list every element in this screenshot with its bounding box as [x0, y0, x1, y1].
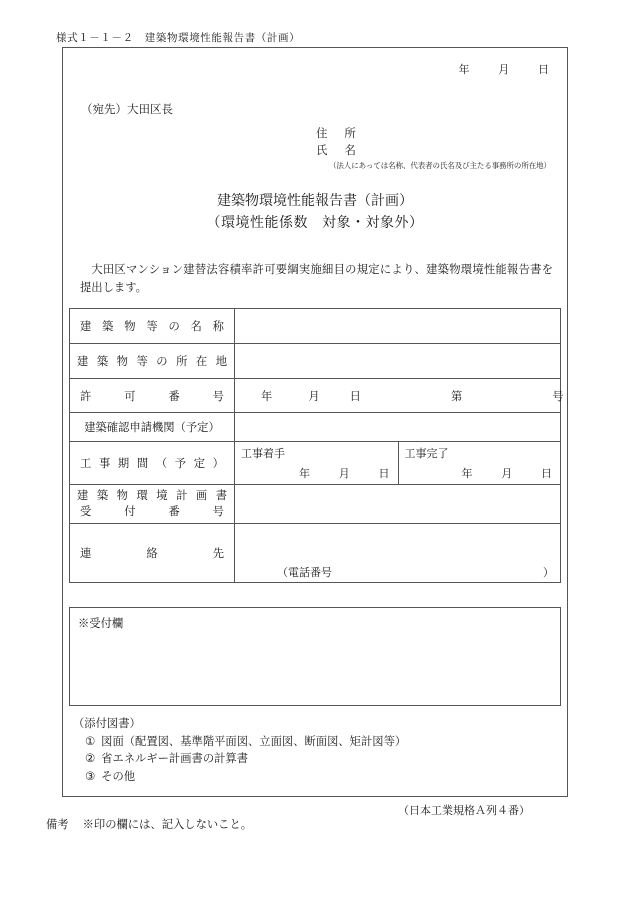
- field-confirmation-agency[interactable]: [235, 413, 561, 442]
- table-row-plan-receipt-number: [70, 485, 561, 524]
- label-construction-period: [70, 442, 235, 485]
- construction-period-split: [235, 442, 560, 484]
- label-building-address-chars: 建 築 物 等 の 所 在 地: [77, 356, 227, 368]
- label-contact-chars: 連 絡 先: [80, 548, 224, 560]
- table-row-building-name: [70, 309, 561, 344]
- remark-label: 備考: [46, 819, 69, 831]
- construction-end-month: 月: [501, 468, 513, 480]
- contact-telephone-open: （電話番号: [277, 567, 332, 579]
- table-row-construction-period: [70, 442, 561, 485]
- label-construction-period-chars: 工 事 期 間 （ 予 定 ）: [80, 458, 224, 470]
- label-permit-number: [70, 379, 235, 413]
- construction-start-cell[interactable]: [235, 442, 398, 484]
- construction-start-month: 月: [338, 468, 350, 480]
- remark-text: ※印の欄には、記入しないこと。: [82, 819, 253, 831]
- field-contact[interactable]: [235, 524, 561, 583]
- permit-year-label: 年: [261, 390, 273, 403]
- contact-telephone-line: [277, 564, 554, 580]
- jis-paper-size-note: （日本工業規格Ａ列４番）: [398, 805, 530, 817]
- date-year-label: 年: [458, 64, 470, 76]
- attachment-item-3: [73, 769, 406, 787]
- contact-telephone-close: ）: [543, 567, 554, 579]
- label-permit-number-chars: 許 可 番 号: [80, 390, 224, 403]
- applicant-name-label-2: 名: [344, 144, 356, 157]
- attachment-item-2: [73, 751, 406, 769]
- attachment-item-3-text: その他: [101, 770, 136, 783]
- applicant-address-row: [316, 126, 551, 143]
- attachment-item-1: [73, 734, 406, 752]
- construction-start-date: [299, 465, 390, 481]
- table-row-building-address: [70, 344, 561, 379]
- applicant-address-label-2: 所: [344, 128, 356, 140]
- applicant-name-row: [316, 143, 551, 160]
- document-title-line-2: [63, 213, 567, 235]
- table-row-confirmation-agency: [70, 413, 561, 442]
- field-building-name[interactable]: [235, 309, 561, 344]
- document-title: [63, 191, 567, 234]
- submission-date-line: [459, 61, 550, 77]
- date-month-label: 月: [498, 64, 510, 76]
- label-building-name: [70, 309, 235, 344]
- document-title-line-2b: 対象・対象外）: [322, 215, 424, 231]
- table-row-permit-number: [70, 379, 561, 413]
- attachment-item-2-number: ②: [85, 753, 96, 765]
- field-permit-number[interactable]: [235, 379, 564, 413]
- label-plan-receipt-line-1: 建 築 物 環 境 計 画 書: [77, 489, 227, 502]
- attachments-heading: （添付図書）: [73, 718, 141, 730]
- label-confirmation-agency-text: 建築確認申請機関（予定）: [84, 422, 220, 434]
- reception-box-label: ※受付欄: [78, 618, 124, 630]
- document-frame: [62, 47, 568, 797]
- attachment-item-2-text: 省エネルギー計画書の計算書: [101, 753, 249, 765]
- attachment-item-1-number: ①: [85, 735, 96, 748]
- permit-month-label: 月: [308, 390, 320, 403]
- intro-text: 大田区マンション建替法容積率許可要綱実施細目の規定により、建築物環境性能報告書を提出します。: [80, 264, 553, 295]
- label-plan-receipt-number-lines: [76, 488, 228, 521]
- date-day-label: 日: [538, 64, 549, 76]
- applicant-block: [316, 126, 551, 171]
- construction-end-day: 日: [541, 468, 552, 480]
- construction-start-day: 日: [378, 468, 390, 480]
- label-confirmation-agency: [70, 413, 235, 442]
- applicant-address-label-1: 住: [316, 128, 328, 140]
- permit-number-prefix: 第: [450, 390, 463, 403]
- permit-number-suffix: 号: [552, 390, 564, 403]
- field-building-address[interactable]: [235, 344, 561, 379]
- attachment-item-1-text: 図面（配置図、基準階平面図、立面図、断面図、矩計図等）: [101, 735, 407, 748]
- construction-end-date: [462, 465, 553, 481]
- construction-end-year: 年: [461, 468, 473, 480]
- document-title-line-2a: （環境性能係数: [206, 215, 308, 231]
- label-building-name-chars: 建 築 物 等 の 名 称: [80, 321, 224, 333]
- construction-start-title: 工事着手: [241, 448, 285, 460]
- attachments-list: [73, 716, 406, 786]
- label-plan-receipt-number: [70, 485, 235, 524]
- remark-footer: [46, 816, 252, 832]
- reception-box: [69, 607, 561, 706]
- addressee: （宛先）大田区長: [81, 104, 173, 116]
- label-building-address: [70, 344, 235, 379]
- construction-end-title: 工事完了: [404, 448, 449, 460]
- table-row-contact: [70, 524, 561, 583]
- field-construction-period: [235, 442, 561, 485]
- construction-start-year: 年: [299, 468, 310, 480]
- label-plan-receipt-line-2: 受 付 番 号: [80, 506, 224, 518]
- intro-paragraph: [80, 261, 553, 297]
- form-number: 様式１－１－２ 建築物環境性能報告書（計画）: [56, 33, 301, 44]
- applicant-note: （法人にあっては名称、代表者の氏名及び主たる事務所の所在地）: [329, 161, 551, 171]
- application-table: [69, 308, 564, 583]
- document-title-line-1: 建築物環境性能報告書（計画）: [217, 194, 413, 209]
- applicant-name-label-1: 氏: [316, 144, 328, 157]
- permit-day-label: 日: [349, 390, 361, 403]
- field-plan-receipt-number[interactable]: [235, 485, 561, 524]
- attachment-item-3-number: ③: [85, 770, 96, 783]
- construction-end-cell[interactable]: [398, 442, 561, 484]
- permit-number-inner: [243, 388, 564, 404]
- contact-inner: [235, 524, 560, 582]
- label-contact: [70, 524, 235, 583]
